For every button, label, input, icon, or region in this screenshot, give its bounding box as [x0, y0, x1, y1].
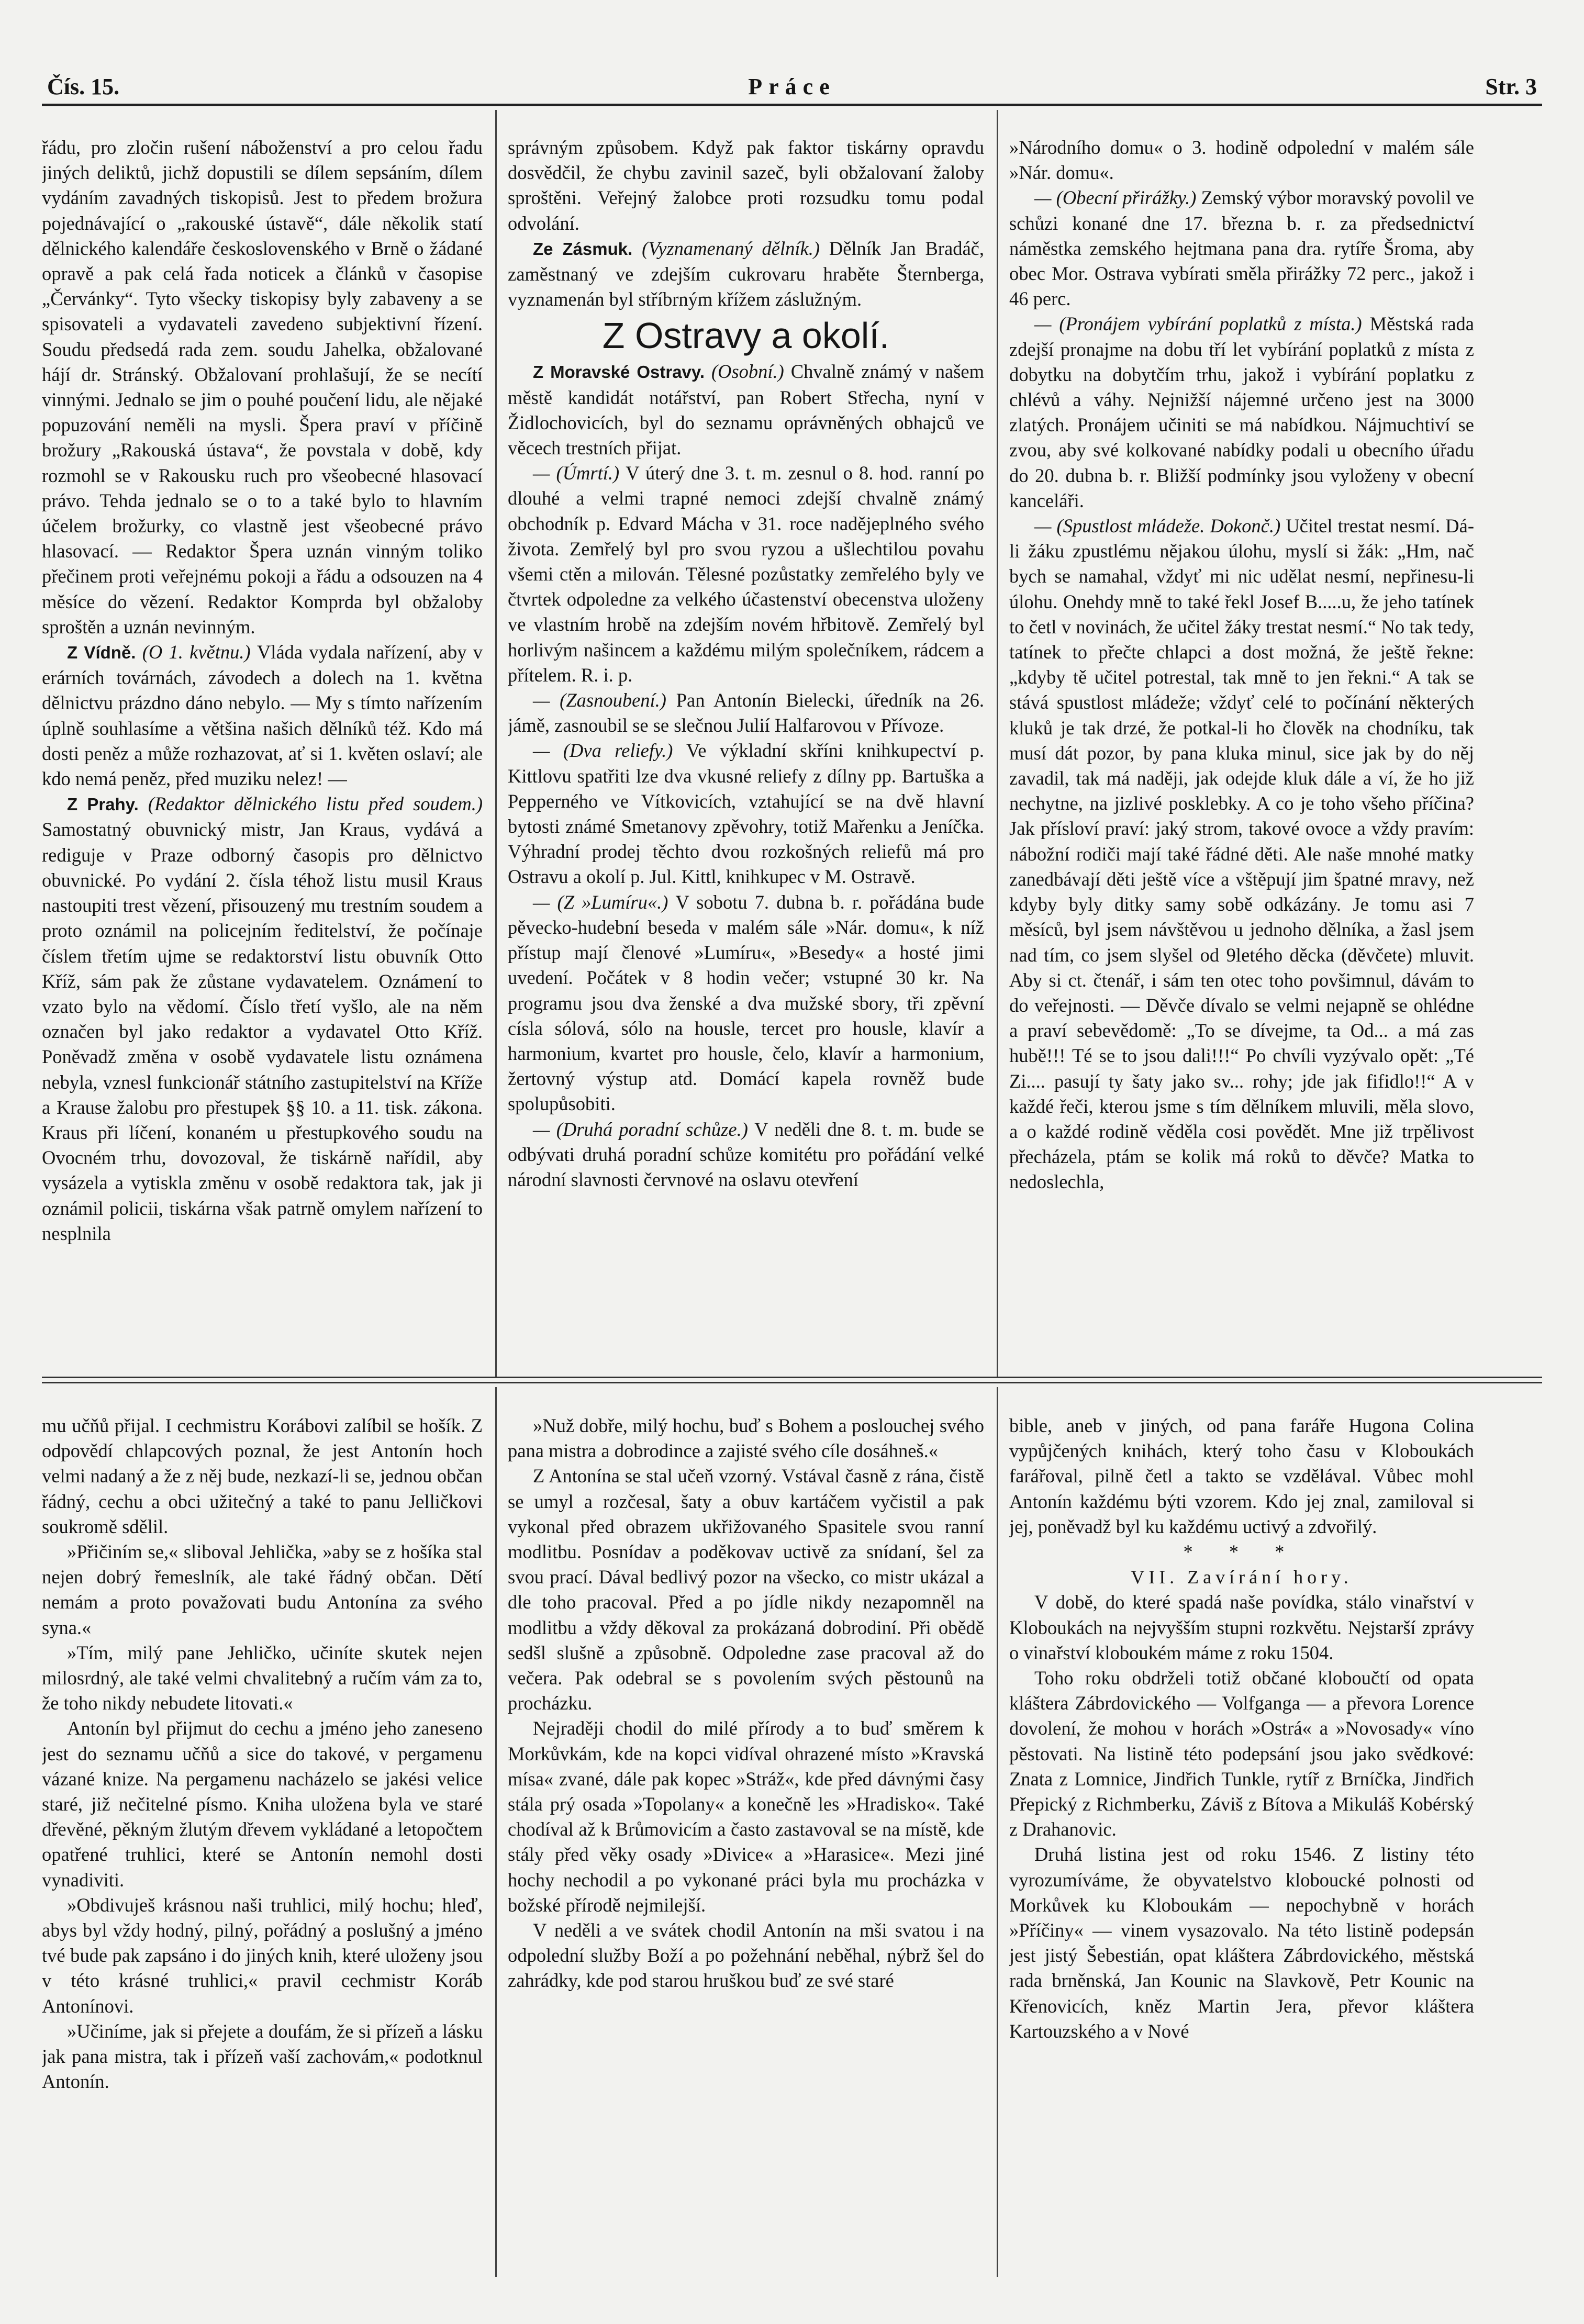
- lower-column-3: [1009, 1413, 1474, 2272]
- paragraph-text: Zemský výbor moravský povolil ve schůzi konané dne 17. března b. r. za předsednictví náměstka zemského hejtmana pana dra. rytíře Šroma, aby obec Mor. Ostrava vybírati směla přirážky 72 perc., jakož i 46 perc.: [1009, 187, 1474, 310]
- paragraph: [508, 738, 984, 889]
- paragraph-text: Ve výkladní skříni knihkupectví p. Kittlovu spatřiti lze dva vkusné reliefy z dílny pp. Bartuška a Pepperného ve Vítkovicích, vztahující se na dvě hlavní bytosti známé Smetanovy zpěvohry, totiž Mařenku a Jeníčka. Výhradní prodej těchto dvou rozkošných reliefů má pro Ostravu a okolí p. Jul. Kittl, knihkupec v M. Ostravě.: [508, 740, 984, 888]
- paragraph: [42, 1539, 483, 1640]
- paragraph-text: Nejraději chodil do milé přírody a to buď směrem k Morkůvkám, kde na kopci vidíval ohrazené místo »Kravská mísa« zvané, dále pak kopec »Stráž«, kde před dávnými časy stála prý osada »Topolany« a konečně les »Hradisko«. Také chodíval až k Brůmovicím a často zastavoval se na místě, kde stály před věky osady »Divice« a »Harasice«. Mezi jiné hochy nechodil a po vykonané práci byla mu procházka v božské přírodě nejmilejší.: [508, 1717, 984, 1916]
- article-subheading: — (Obecní přirážky.): [1034, 187, 1201, 209]
- paragraph: [42, 1716, 483, 1892]
- article-subheading: — (Úmrtí.): [533, 462, 626, 484]
- feuilleton-rule-double: [42, 1382, 1542, 1383]
- paragraph: [508, 461, 984, 688]
- article-subheading: — (Zasnoubení.): [533, 689, 676, 711]
- article-subheading: — (Druhá poradní schůze.): [533, 1118, 755, 1140]
- dateline: Z Moravské Ostravy.: [533, 362, 711, 382]
- paragraph: [1009, 311, 1474, 513]
- column-divider: [997, 1387, 998, 2277]
- paragraph-text: bible, aneb v jiných, od pana faráře Hugona Colina vypůjčených knihách, který toho času v Kloboukách farářoval, pilně četl a takto se vzdělával. Vůbec mohl Antonín každému býti vzorem. Kdo jej znal, zamiloval si jej, poněvadž byl ku každému uctivý a zdvořilý.: [1009, 1415, 1474, 1537]
- paragraph-text: mu učňů přijal. I cechmistru Korábovi zalíbil se hošík. Z odpovědí chlapcových poznal, že jest Antonín hoch velmi nadaný a že z něj bude, nezkazí-li se, jednou občan řádný, cechu a obci užitečný a také to panu Jelličkovi soukromě sdělil.: [42, 1415, 483, 1537]
- upper-column-3: [1009, 135, 1474, 1355]
- paragraph-text: Z Antonína se stal učeň vzorný. Vstával časně z rána, čistě se umyl a rozčesal, šaty a obuv kartáčem vyčistil a pak vykonal před obrazem ukřižovaného Spasitele svou ranní modlitbu. Posnídav a poděkovav uctivě za snídaní, šel za svou prací. Dával bedlivý pozor na všecko, co mistr ukázal a dle toho pracoval. Před a po jídle nikdy nezapomněl na modlitbu a vždy děkoval za prokázaná dobrodiní. Při obědě sedšl slušně a způsobně. Odpoledne zase pracoval až do večera. Pak odebral se s povolením svých pěstounů na procházku.: [508, 1465, 984, 1714]
- article-subheading: (Vyznamenaný dělník.): [642, 237, 829, 259]
- paragraph: [508, 1463, 984, 1716]
- paragraph-text: správným způsobem. Když pak faktor tiskárny opravdu dosvědčil, že chybu zavinil sazeč, byli obžalovaní žaloby sproštěni. Veřejný žalobce proti rozsudku tomu podal odvolání.: [508, 137, 984, 234]
- column-divider: [495, 110, 497, 1377]
- paragraph-text: Městská rada zdejší pronajme na dobu tří let vybírání poplatků z místa z dobytku na dobytčím trhu, jakož i vybírání poplatku z chlévů a váhy. Nejnižší nájemné určeno jest na 3000 zlatých. Pronájem učiniti se má nabídkou. Nájmuchtiví se zvou, aby své kolkované nabídky podali u obecního úřadu do 20. dubna b. r. Bližší podmínky jsou vyloženy v obecní kanceláři.: [1009, 313, 1474, 511]
- newspaper-title: Práce: [748, 74, 836, 99]
- feuilleton-rule: [42, 1377, 1542, 1378]
- paragraph-text: Samostatný obuvnický mistr, Jan Kraus, vydává a rediguje v Praze odborný časopis pro dělnictvo obuvnické. Po vydání 2. čísla téhož listu musil Kraus nastoupiti trest vězení, přisouzený mu trestním soudem a proto oznámil na policejním ředitelství, že počínaje číslem třetím ujme se redaktorství listu obuvník Otto Kříž, sám pak že zůstane vydavatelem. Oznámení to vzato bylo na vědomí. Číslo třetí vyšlo, ale na něm označen byl jako redaktor a vydavatel Otto Kříž. Poněvadž změna v osobě vydavatele listu oznámena nebyla, vznesl funkcionář státního zastupitelství na Kříže a Krause žalobu pro přestupek §§ 10. a 11. tisk. zákona. Kraus při líčení, konaném u přestupkového soudu na Ovocném trhu, dovozoval, že tiskárně nařídil, aby vysázela a vytiskla změnu v osobě redaktora tak, jak ji oznámil policii, tiskárna však patrně omylem nařízení to nesplnila: [42, 819, 483, 1244]
- upper-column-2: [508, 135, 984, 1355]
- paragraph: [1009, 513, 1474, 1194]
- paragraph: [1009, 1413, 1474, 1539]
- article-subheading: (O 1. květnu.): [142, 641, 257, 663]
- section-heading: Z Ostravy a okolí.: [602, 315, 890, 356]
- article-subheading: — (Dva reliefy.): [533, 740, 686, 762]
- lower-column-1: [42, 1413, 483, 2272]
- paragraph-text: Vláda vydala nařízení, aby v erárních továrnách, závodech a dolech na 1. května dělnictvu prázdno dáno nebylo. — My s tímto nařízením úplně souhlasíme a většina našich dělníků též. Kdo má dosti peněz a může rozhazovat, ať si 1. květen oslaví; ale kdo nemá peněz, před muziku nelez! —: [42, 641, 483, 790]
- article-subheading: — (Spustlost mládeže. Dokonč.): [1034, 515, 1286, 537]
- upper-column-1: [42, 135, 483, 1355]
- paragraph: [1009, 1590, 1474, 1666]
- page-header: [42, 68, 1542, 105]
- article-subheading: — (Z »Lumíru«.): [533, 891, 676, 913]
- paragraph-text: V neděli dne 8. t. m. bude se odbývati druhá poradní schůze komitétu pro pořádání velké národní slavnosti červnové na oslavu otevření: [508, 1118, 984, 1190]
- dateline: Z Vídně.: [67, 643, 142, 663]
- paragraph-text: Druhá listina jest od roku 1546. Z listiny této vyrozumíváme, že obyvatelstvo kloboucké polnosti od Morkůvek ku Kloboukám — nepochybně v horách »Příčiny« — vinem vysazovalo. Na této listině podepsán jest jistý Šebestián, opat kláštera Zábrdovického, městská rada brněnská, Jan Kounic na Slavkově, Petr Kounic na Křenovicích, kněz Martin Jera, převor kláštera Kartouzského a v Nové: [1009, 1843, 1474, 2042]
- paragraph: [508, 688, 984, 738]
- dateline: Ze Zásmuk.: [533, 239, 642, 259]
- paragraph-text: V neděli a ve svátek chodil Antonín na mši svatou i na odpolední služby Boží a po požehnání neběhal, nýbrž šel do zahrádky, kde pod starou hruškou buď ze své staré: [508, 1919, 984, 1992]
- paragraph-text: V době, do které spadá naše povídka, stálo vinařství v Kloboukách na nejvyšším stupni rozkvětu. Nejstarší zprávy o vinařství kloboukém máme z roku 1504.: [1009, 1591, 1474, 1663]
- paragraph-text: »Přičiním se,« sliboval Jehlička, »aby se z hošíka stal nejen dobrý řemeslník, ale také řádný občan. Dětí nemám a proto považovati budu Antonína za svého syna.«: [42, 1541, 483, 1638]
- paragraph: [508, 1716, 984, 1918]
- paragraph: [1009, 1842, 1474, 2044]
- paragraph-text: V sobotu 7. dubna b. r. pořádána bude pěvecko-hudební beseda v malém sále »Nár. domu«, k níž přístup mají členové »Lumíru«, »Besedy« a hosté jimi uvedení. Počátek v 8 hodin večer; vstupné 30 kr. Na programu jsou dva ženské a dva mužské sbory, tři zpěvní císla sólová, sólo na housle, tercet pro housle, klavír a harmonium, kvartet pro housle, čelo, klavír a harmonium, žertovný výstup atd. Domácí kapela rovněž bude spolupůsobiti.: [508, 891, 984, 1115]
- paragraph-text: »Národního domu« o 3. hodině odpolední v malém sále »Nár. domu«.: [1009, 137, 1474, 184]
- paragraph-text: Toho roku obdrželi totiž občané kloboučtí od opata kláštera Zábrdovického — Volfganga — a převora Lorence dovolení, že mohou v horách »Ostrá« a »Novosady« víno pěstovati. Na listině této podepsání jsou jako svědkové: Znata z Lomnice, Jindřich Tunkle, rytíř z Brníčka, Jindřich Přepický z Richmberku, Záviš z Bítova a Mikuláš Kobérský z Drahanovic.: [1009, 1667, 1474, 1840]
- paragraph: [42, 640, 483, 791]
- lower-column-2: [508, 1413, 984, 2272]
- page-number: Str. 3: [1485, 74, 1537, 99]
- paragraph-text: »Nuž dobře, milý hochu, buď s Bohem a poslouchej svého pana mistra a dobrodince a zajisté svého cíle dosáhneš.«: [508, 1415, 984, 1462]
- column-divider: [495, 1387, 497, 2277]
- paragraph: [508, 890, 984, 1117]
- paragraph: [42, 1413, 483, 1539]
- paragraph-text: V úterý dne 3. t. m. zesnul o 8. hod. ranní po dlouhé a velmi trapné nemoci zdejší chvalně známý obchodník p. Edvard Mácha v 31. roce nadějeplného svého života. Zemřelý byl pro svou ryzou a ušlechtilou povahu všemi ctěn a milován. Tělesné pozůstatky zemřelého byly ve čtvrtek odpoledne za velkého účastenství obecenstva uloženy ve vlastním hrobě na zdejším novém hřbitově. Zemřelý byl horlivým našincem a každému milým společníkem, rádcem a přítelem. R. i. p.: [508, 462, 984, 686]
- paragraph-text: »Tím, milý pane Jehličko, učiníte skutek nejen milosrdný, ale také velmi chvalitebný a ručím vám za to, že toho nikdy nebudete litovati.«: [42, 1641, 483, 1714]
- article-subheading: (Osobní.): [711, 361, 791, 383]
- header-rule: [42, 104, 1542, 106]
- issue-number: Čís. 15.: [47, 74, 120, 99]
- paragraph-text: »Obdivuješ krásnou naši truhlici, milý hochu; hleď, abys byl vždy hodný, pilný, pořádný a poslušný a jméno tvé bude pak zapsáno i do jiných knih, které uloženy jsou v této krásné truhlici,« pravil cechmistr Koráb Antonínovi.: [42, 1894, 483, 2017]
- paragraph: [508, 1117, 984, 1193]
- paragraph: [42, 135, 483, 640]
- paragraph: [508, 359, 984, 461]
- paragraph: [42, 791, 483, 1246]
- paragraph: [1009, 185, 1474, 311]
- chapter-heading: VII. Zavírání hory.: [1131, 1567, 1353, 1588]
- paragraph: [42, 2019, 483, 2095]
- column-divider: [997, 110, 998, 1377]
- paragraph-text: Dělník Jan Bradáč, zaměstnaný ve zdejším cukrovaru hraběte Šternberga, vyznamenán byl stříbrným křížem záslužným.: [508, 237, 984, 310]
- paragraph: [508, 1918, 984, 1994]
- paragraph: [42, 1893, 483, 2019]
- paragraph: [1009, 1666, 1474, 1842]
- paragraph: [42, 1640, 483, 1716]
- paragraph-text: Antonín byl přijmut do cechu a jméno jeho zaneseno jest do seznamu učňů a sice do takové, v pergamenu vázané knize. Na pergamenu nacházelo se jakési velice staré, již nečitelné písmo. Kniha uložena byla ve staré dřevěné, pěkným žlutým dřevem vykládané a letopočtem opatřené truhlici, které se Antonín nemohl dosti vynadiviti.: [42, 1717, 483, 1891]
- article-subheading: — (Pronájem vybírání poplatků z místa.): [1034, 313, 1370, 335]
- paragraph-text: řádu, pro zločin rušení náboženství a pro celou řadu jiných deliktů, jichž dopustili se dílem sepsáním, dílem vydáním zavadných tiskopisů. Jest to předem brožura pojednávající o „rakouské ústavě“, dále několik statí dělnického kalendáře československého v Brně o žádané opravě a pak celá řada noticek a článků v časopise „Červánky“. Tyto všecky tiskopisy byly zabaveny a se spisovateli a vydavateli zavedeno subjektivní řízení. Soudu předsedá rada zem. soudu Jahelka, obžalované hájí dr. Stránský. Obžalovaní prohlašují, že se necítí vinnými. Jednalo se jim o pouhé poučení lidu, ale nějaké popuzování neměli na mysli. Špera praví v příčině brožury „Rakouská ústava“, že povstala v době, kdy rozmohl se v Rakousku ruch pro všeobecné hlasovací právo. Tehda jednalo se o to a také bylo to hlavním účelem brožurky, co vlastně jest všeobecné právo hlasovací. — Redaktor Špera uznán vinným toliko přečinem proti veřejnému pokoji a řádu a odsouzen na 4 měsíce do vězení. Redaktor Komprda byl obžaloby sproštěn a uznán nevinným.: [42, 137, 483, 638]
- paragraph: [1009, 135, 1474, 185]
- paragraph: [508, 236, 984, 312]
- article-subheading: (Redaktor dělnického listu před soudem.): [148, 793, 483, 815]
- dateline: Z Prahy.: [67, 795, 148, 814]
- asterisk-separator: * * *: [1183, 1541, 1300, 1563]
- paragraph-text: Chvalně známý v našem městě kandidát notářství, pan Robert Střecha, nyní v Židlochovicích, byl do seznamu oprávněných obhajců ve věcech trestních přijat.: [508, 361, 984, 459]
- paragraph-text: Pan Antonín Bielecki, úředník na 26. jámě, zasnoubil se se slečnou Julií Halfarovou v Přívoze.: [508, 689, 984, 736]
- paragraph-text: »Učiníme, jak si přejete a doufám, že si přízeň a lásku jak pana mistra, tak i přízeň vaší zachovám,« podotknul Antonín.: [42, 2020, 483, 2093]
- paragraph: [508, 135, 984, 236]
- paragraph-text: Učitel trestat nesmí. Dá-li žáku zpustlému nějakou úlohu, myslí si žák: „Hm, nač bych se namahal, vždyť mi nic udělat nesmí, nepřinesu-li úlohu. Onehdy mně to také řekl Josef B.....u, že jeho tatínek to četl v novinách, že učitel žáky trestat nesmí.“ No tak tedy, tatínek to přečte chlapci a dost možná, že ještě řekne: „kdyby tě učitel potrestal, tak mně to jen řekni.“ A tak se stává spustlost mládeže; vždyť celé to počínání některých kluků je tak drzé, že potkal-li ho člověk na chodníku, tak musí dát pozor, by pana kluka minul, sice jak by do něj zavadil, tak má naději, jak odejde kluk dále a ví, že ho již nechytne, na jizlivé posklebky. A co je toho všeho příčina? Jak přísloví praví: jaký strom, takové ovoce a vždy pravím: nábožní rodiči mají také řádné děti. Ale naše mnohé matky zanedbávají děti ještě více a vštěpují jim špatné mravy, než kdyby byly ditky samy sobě odkázány. Je tomu asi 7 měsíců, byl jsem návštěvou u jednoho dělníka, a žasl jsem nad tím, co jsem slyšel od 9letého děcka (děvčete) mluvit. Aby si ct. čtenář, i sám ten otec toho povšimnul, dávám to do veřejnosti. — Děvče dívalo se velmi nejapně se ohlédne a praví sebevědomě: „To se dívejme, ta Od... a má zas hubě!!! Té se to jsou dali!!!“ Po chvíli vyzývalo opět: „Té Zi.... pasují ty šaty jako sv... rohy; jde jak fifidlo!!“ A v každé řeči, kterou jsme s tím dělníkem mluvili, měla slovo, a o každé rodině věděla cosi povědět. Mne již trpělivost přecházela, ptám se kolik má roků to děvče? Matka to nedoslechla,: [1009, 515, 1474, 1193]
- paragraph: [508, 1413, 984, 1463]
